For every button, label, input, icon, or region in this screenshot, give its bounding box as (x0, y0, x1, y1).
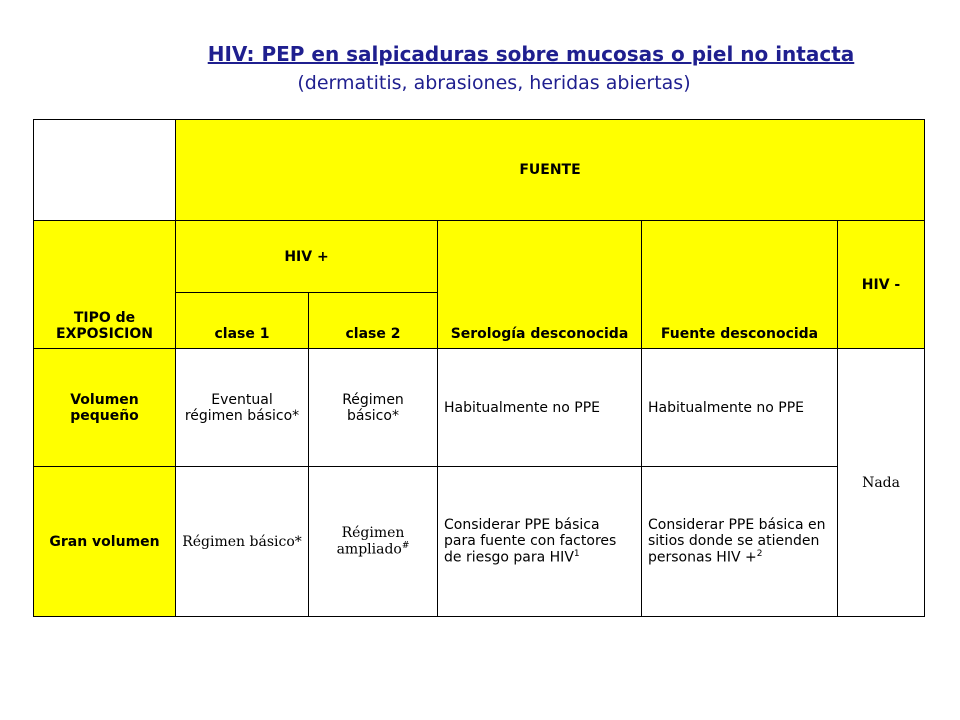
footnote-mark-hash: # (401, 541, 410, 552)
cell-gran-fuente-desconocida-text: Considerar PPE básica en sitios donde se atienden personas HIV + (648, 517, 826, 566)
table-row (34, 349, 925, 467)
table-row (34, 467, 925, 617)
cell-gran-serologia-text: Considerar PPE básica para fuente con factores de riesgo para HIV (444, 517, 617, 566)
footnote-mark-2: 2 (756, 549, 763, 560)
pep-table (33, 119, 925, 617)
cell-gran-clase1: Régimen básico* (176, 467, 309, 617)
empty-corner-cell (34, 120, 176, 221)
cell-pequeno-clase1: Eventual régimen básico* (176, 349, 309, 467)
row-label-gran-volumen: Gran volumen (34, 467, 176, 617)
cell-pequeno-serologia: Habitualmente no PPE (438, 349, 642, 467)
hiv-negative-header: HIV - (838, 221, 925, 349)
cell-gran-clase2 (309, 467, 438, 617)
serologia-desconocida-header: Serología desconocida (438, 221, 642, 349)
fuente-header: FUENTE (176, 120, 925, 221)
page-title: HIV: PEP en salpicaduras sobre mucosas o piel no intacta (207, 42, 855, 66)
cell-gran-clase2-text: Régimen ampliado (336, 525, 405, 558)
cell-hiv-negative-nada: Nada (838, 349, 925, 617)
fuente-desconocida-header: Fuente desconocida (642, 221, 838, 349)
footnote-mark-1: 1 (573, 549, 580, 560)
cell-gran-fuente-desconocida (642, 467, 838, 617)
tipo-exposicion-header: TIPO de EXPOSICION (34, 221, 176, 349)
cell-gran-serologia (438, 467, 642, 617)
page-subtitle: (dermatitis, abrasiones, heridas abiertas) (297, 72, 691, 94)
clase1-header: clase 1 (176, 293, 309, 349)
cell-pequeno-clase2: Régimen básico* (309, 349, 438, 467)
hiv-positive-header: HIV + (176, 221, 438, 293)
clase2-header: clase 2 (309, 293, 438, 349)
row-label-volumen-pequeno: Volumen pequeño (34, 349, 176, 467)
cell-pequeno-fuente-desconocida: Habitualmente no PPE (642, 349, 838, 467)
